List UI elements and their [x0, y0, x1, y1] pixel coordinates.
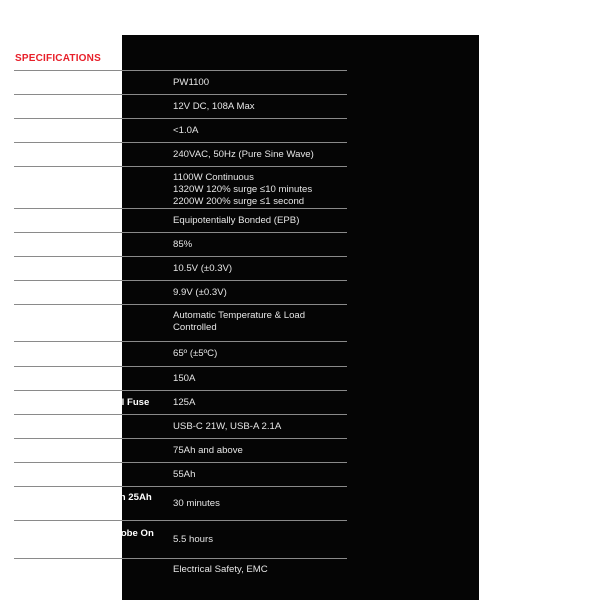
spec-value — [173, 534, 347, 546]
spec-value-line: 10.5V (±0.3V) — [173, 262, 233, 274]
spec-label: Run Time With 500W On 25Ah Battery — [15, 491, 152, 515]
spec-row — [14, 118, 347, 142]
spec-label: Run Time With 100w Globe On 25Ah Battery — [15, 527, 154, 551]
spec-row — [14, 438, 347, 462]
spec-value-line: 65º (±5ºC) — [173, 348, 218, 359]
spec-value — [173, 77, 347, 89]
spec-value-line: 240VAC, 50Hz (Pure Sine Wave) — [173, 148, 314, 160]
spec-row — [14, 520, 347, 558]
spec-value — [173, 469, 347, 481]
spec-value-line: 9.9V (±0.3V) — [173, 286, 227, 298]
spec-value — [173, 101, 347, 113]
spec-value-line: USB-C 21W, USB-A 2.1A — [173, 420, 282, 432]
spec-value-line: Automatic Temperature & Load — [173, 310, 306, 321]
spec-label: Recommended External Fuse — [15, 396, 150, 408]
spec-value — [173, 149, 347, 161]
spec-value — [173, 348, 347, 360]
spec-value — [173, 287, 347, 299]
spec-value-line: <1.0A — [173, 124, 199, 136]
spec-value-line: Controlled — [173, 322, 217, 333]
spec-value — [173, 263, 347, 275]
spec-table — [14, 70, 347, 581]
spec-value-line: 75Ah and above — [173, 444, 243, 456]
spec-value-line: 125A — [173, 396, 196, 408]
spec-label: Internal Fuse — [15, 372, 75, 384]
spec-value-line: Equipotentially Bonded (EPB) — [173, 214, 300, 226]
spec-value-line: 12V DC, 108A Max — [173, 100, 255, 112]
spec-row — [14, 166, 347, 208]
spec-row — [14, 366, 347, 390]
spec-value-line: Electrical Safety, EMC — [173, 564, 268, 575]
spec-value — [173, 125, 347, 137]
spec-value — [173, 421, 347, 433]
spec-value-line: 1100W Continuous — [173, 172, 254, 183]
spec-label: Minimum Battery Size — [15, 468, 115, 480]
spec-value-line: 5.5 hours — [173, 533, 214, 545]
spec-row — [14, 142, 347, 166]
spec-value — [173, 215, 347, 227]
spec-value-line: 1320W 120% surge ≤10 minutes — [173, 184, 313, 195]
spec-row — [14, 304, 347, 341]
spec-value — [173, 445, 347, 457]
spec-value — [173, 239, 347, 251]
spec-value-line: 85% — [173, 238, 193, 250]
spec-label: No Load Current Draw — [15, 124, 117, 136]
spec-label: Output Power — [15, 172, 78, 183]
spec-label: USB Output — [15, 420, 70, 432]
spec-row — [14, 94, 347, 118]
spec-value-line: 2200W 200% surge ≤1 second — [173, 196, 305, 207]
spec-row — [14, 208, 347, 232]
spec-value-line: 55Ah — [173, 468, 196, 480]
spec-value — [173, 397, 347, 409]
spec-row — [14, 280, 347, 304]
spec-row — [14, 414, 347, 438]
spec-label: Ideal Battery Size — [15, 444, 95, 456]
spec-value — [173, 498, 347, 510]
spec-row — [14, 256, 347, 280]
spec-row — [14, 390, 347, 414]
spec-row — [14, 558, 347, 581]
spec-value-line: PW1100 — [173, 76, 210, 88]
spec-label: Efficiency — [15, 238, 61, 250]
spec-label: Input — [15, 100, 39, 112]
spec-row — [14, 486, 347, 520]
spec-label: Part No. — [15, 76, 52, 88]
spec-label: Shutdown — [15, 286, 62, 298]
spec-label: Cooling Fan — [15, 310, 71, 321]
spec-label: Approvals — [15, 564, 62, 575]
spec-value — [173, 305, 347, 334]
spec-row — [14, 462, 347, 486]
spec-title: SPECIFICATIONS — [15, 53, 101, 64]
spec-value-line: 30 minutes — [173, 497, 220, 509]
spec-value — [173, 564, 347, 576]
spec-value — [173, 167, 347, 208]
spec-row — [14, 70, 347, 94]
spec-row — [14, 341, 347, 366]
spec-label: Thermal Shutdown — [15, 348, 102, 359]
spec-row — [14, 232, 347, 256]
spec-value-line: 150A — [173, 372, 196, 384]
spec-value — [173, 373, 347, 385]
spec-label: Inverter Classification — [15, 214, 116, 226]
spec-label: Low Battery Alarm — [15, 262, 100, 274]
spec-label: Output — [15, 148, 47, 160]
